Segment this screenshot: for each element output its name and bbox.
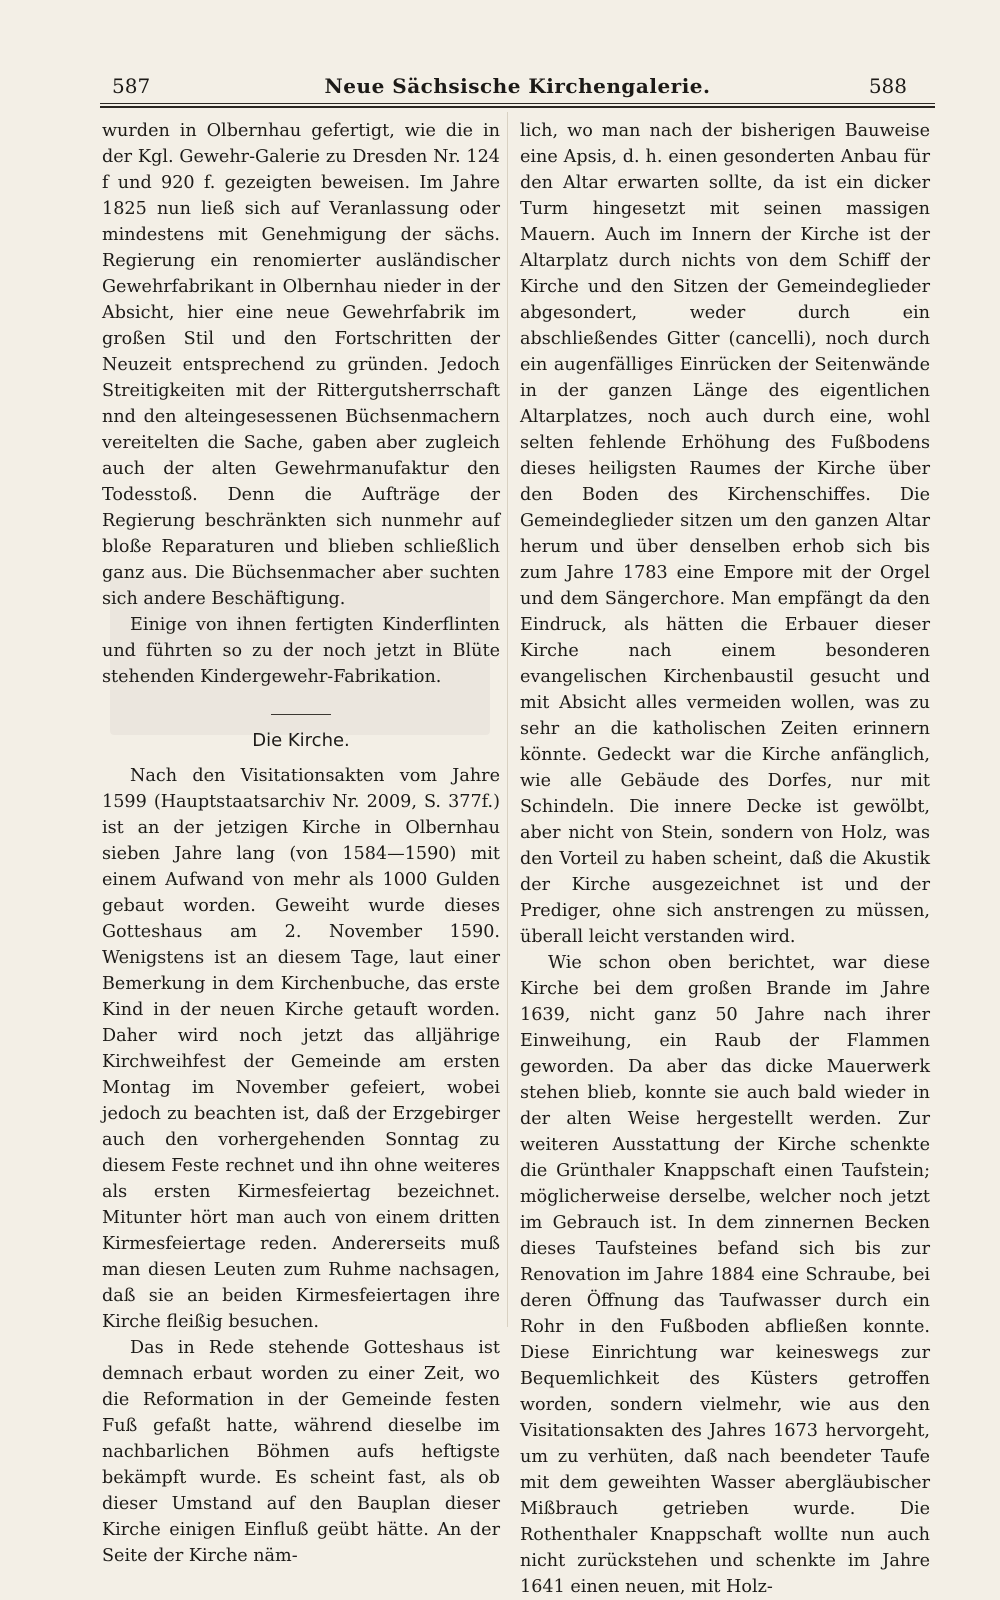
paragraph: Nach den Visitationsakten vom Jahre 1599 (Hauptstaatsarchiv Nr. 2009, S. 377f.) ist an der jetzigen Kirche in Olbernhau sieben Jahre lang (von 1584—1590) mit einem Aufwand von mehr als 1000 Gulden gebaut worden. Geweiht wurde dieses Gotteshaus am 2. November 1590. Wenigstens ist an diesem Tage, laut einer Bemerkung in dem Kirchenbuche, das erste Kind in der neuen Kirche getauft worden. Daher wird noch jetzt das alljährige Kirchweihfest der Gemeinde am ersten Montag im November gefeiert, wobei jedoch zu beachten ist, daß der Erzgebirger auch den vorhergehenden Sonntag zu diesem Feste rechnet und ihn ohne weiteres als ersten Kirmesfeiertag bezeichnet. Mitunter hört man auch von einem dritten Kirmesfeiertage reden. Andererseits muß man diesen Leuten zum Ruhme nachsagen, daß sie an beiden Kirmesfeiertagen ihre Kirche fleißig besuchen.: [102, 766, 500, 1332]
column-gutter: [507, 112, 508, 1327]
header-rule-thick: [100, 106, 935, 108]
running-header: [100, 74, 935, 104]
section-separator: [271, 714, 331, 715]
right-column: [520, 118, 930, 1600]
paragraph: wurden in Olbernhau gefertigt, wie die in der Kgl. Gewehr-Galerie zu Dresden Nr. 124 f und 920 f. gezeigten beweisen. Im Jahre 1825 nun ließ sich auf Veranlassung oder mindestens mit Genehmigung der sächs. Regierung ein renomierter ausländischer Gewehrfabrikant in Olbernhau nieder in der Absicht, hier eine neue Gewehrfabrik im großen Stil und den Fortschritten der Neuzeit entsprechend zu gründen. Jedoch Streitigkeiten mit der Rittergutsherrschaft nnd den alteingesessenen Büchsenmachern vereitelten die Sache, gaben aber zugleich auch der alten Gewehrmanufaktur den Todesstoß. Denn die Aufträge der Regierung beschränkten sich nunmehr auf bloße Reparaturen und blieben schließlich ganz aus. Die Büchsenmacher aber suchten sich andere Beschäftigung.: [102, 121, 500, 609]
header-rule-thin: [100, 103, 935, 104]
paragraph: Einige von ihnen fertigten Kinderflinten und führten so zu der noch jetzt in Blüte stehenden Kindergewehr-Fabrikation.: [102, 615, 500, 687]
running-title: Neue Sächsische Kirchengalerie.: [324, 74, 711, 98]
paragraph: Das in Rede stehende Gotteshaus ist demnach erbaut worden zu einer Zeit, wo die Reformation in der Gemeinde festen Fuß gefaßt hatte, während dieselbe im nachbarlichen Böhmen aufs heftigste bekämpft wurde. Es scheint fast, als ob dieser Umstand auf den Bauplan dieser Kirche einigen Einfluß geübt hätte. An der Seite der Kirche näm-: [102, 1338, 500, 1566]
paragraph: Wie schon oben berichtet, war diese Kirche bei dem großen Brande im Jahre 1639, nicht ganz 50 Jahre nach ihrer Einweihung, ein Raub der Flammen geworden. Da aber das dicke Mauerwerk stehen blieb, konnte sie auch bald wieder in der alten Weise hergestellt werden. Zur weiteren Ausstattung der Kirche schenkte die Grünthaler Knappschaft einen Taufstein; möglicherweise derselbe, welcher noch jetzt im Gebrauch ist. In dem zinnernen Becken dieses Taufsteines befand sich bis zur Renovation im Jahre 1884 eine Schraube, bei deren Öffnung das Taufwasser durch ein Rohr in den Fußboden abfließen konnte. Diese Einrichtung war keineswegs zur Bequemlichkeit des Küsters getroffen worden, sondern vielmehr, wie aus den Visitationsakten des Jahres 1673 hervorgeht, um zu verhüten, daß nach beendeter Taufe mit dem geweihten Wasser abergläubischer Mißbrauch getrieben wurde. Die Rothenthaler Knappschaft wollte nun auch nicht zurückstehen und schenkte im Jahre 1641 einen neuen, mit Holz-: [520, 953, 930, 1597]
page-number-left: 587: [112, 74, 151, 98]
paragraph: lich, wo man nach der bisherigen Bauweise eine Apsis, d. h. einen gesonderten Anbau für den Altar erwarten sollte, da ist ein dicker Turm hingesetzt mit seinen massigen Mauern. Auch im Innern der Kirche ist der Altarplatz durch nichts von dem Schiff der Kirche und den Sitzen der Gemeindeglieder abgesondert, weder durch ein abschließendes Gitter (cancelli), noch durch ein augenfälliges Einrücken der Seitenwände in der ganzen Länge des eigentlichen Altarplatzes, noch auch durch eine, wohl selten fehlende Erhöhung des Fußbodens dieses heiligsten Raumes der Kirche über den Boden des Kirchenschiffes. Die Gemeindeglieder sitzen um den ganzen Altar herum und über denselben erhob sich bis zum Jahre 1783 eine Empore mit der Orgel und dem Sängerchore. Man empfängt da den Eindruck, als hätten die Erbauer dieser Kirche nach einem besonderen evangelischen Kirchenbaustil gesucht und mit Absicht alles vermeiden wollen, was zu sehr an die katholischen Zeiten erinnern könnte. Gedeckt war die Kirche anfänglich, wie alle Gebäude des Dorfes, nur mit Schindeln. Die innere Decke ist gewölbt, aber nicht von Stein, sondern von Holz, was den Vorteil zu haben scheint, daß die Akustik der Kirche ausgezeichnet ist und der Prediger, ohne sich anstrengen zu müssen, überall leicht verstanden wird.: [520, 121, 930, 947]
left-column: [102, 118, 500, 1569]
section-heading: Die Kirche.: [252, 730, 350, 751]
page-number-right: 588: [868, 74, 907, 98]
